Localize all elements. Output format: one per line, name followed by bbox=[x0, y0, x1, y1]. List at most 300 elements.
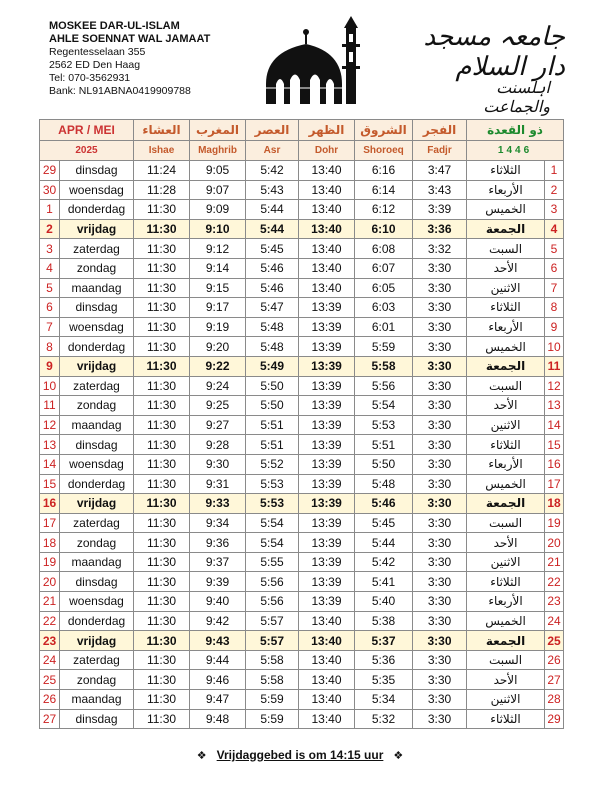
hijri-weekday: الأربعاء bbox=[467, 592, 545, 612]
table-row bbox=[40, 454, 564, 474]
weekday-name: dinsdag bbox=[60, 709, 134, 729]
asr-time: 5:45 bbox=[246, 239, 299, 259]
col-asr-ar: العصر bbox=[246, 120, 299, 141]
gregorian-day-number: 2 bbox=[40, 219, 60, 239]
shoroeq-time: 5:56 bbox=[355, 376, 413, 396]
col-fadjr-ar: الفجر bbox=[413, 120, 467, 141]
dohr-time: 13:39 bbox=[299, 474, 355, 494]
table-row bbox=[40, 670, 564, 690]
table-row bbox=[40, 396, 564, 416]
fadjr-time: 3:30 bbox=[413, 533, 467, 553]
maghrib-time: 9:34 bbox=[190, 513, 246, 533]
hijri-weekday: الجمعة bbox=[467, 631, 545, 651]
shoroeq-time: 5:34 bbox=[355, 690, 413, 710]
hijri-day-number: 4 bbox=[545, 219, 564, 239]
asr-time: 5:54 bbox=[246, 513, 299, 533]
asr-time: 5:42 bbox=[246, 161, 299, 181]
col-ishae: Ishae bbox=[134, 141, 190, 161]
table-row bbox=[40, 435, 564, 455]
weekday-name: vrijdag bbox=[60, 219, 134, 239]
hijri-weekday: الاثنين bbox=[467, 278, 545, 298]
hijri-weekday: الأربعاء bbox=[467, 454, 545, 474]
table-row bbox=[40, 200, 564, 220]
dohr-time: 13:40 bbox=[299, 690, 355, 710]
asr-time: 5:53 bbox=[246, 474, 299, 494]
hijri-day-number: 7 bbox=[545, 278, 564, 298]
gregorian-year: 2025 bbox=[40, 141, 134, 161]
gregorian-day-number: 10 bbox=[40, 376, 60, 396]
maghrib-time: 9:07 bbox=[190, 180, 246, 200]
mosque-dome-minaret-icon bbox=[258, 14, 398, 104]
maghrib-time: 9:10 bbox=[190, 219, 246, 239]
asr-time: 5:46 bbox=[246, 278, 299, 298]
hijri-day-number: 13 bbox=[545, 396, 564, 416]
gregorian-day-number: 18 bbox=[40, 533, 60, 553]
asr-time: 5:59 bbox=[246, 690, 299, 710]
weekday-name: maandag bbox=[60, 552, 134, 572]
hijri-day-number: 14 bbox=[545, 415, 564, 435]
gregorian-day-number: 21 bbox=[40, 592, 60, 612]
shoroeq-time: 6:16 bbox=[355, 161, 413, 181]
hijri-weekday: الاثنين bbox=[467, 552, 545, 572]
dohr-time: 13:39 bbox=[299, 435, 355, 455]
shoroeq-time: 5:35 bbox=[355, 670, 413, 690]
asr-time: 5:47 bbox=[246, 298, 299, 318]
gregorian-day-number: 19 bbox=[40, 552, 60, 572]
col-shoroeq: Shoroeq bbox=[355, 141, 413, 161]
ishae-time: 11:30 bbox=[134, 298, 190, 318]
dohr-time: 13:39 bbox=[299, 396, 355, 416]
ishae-time: 11:30 bbox=[134, 690, 190, 710]
shoroeq-time: 5:46 bbox=[355, 494, 413, 514]
hijri-day-number: 22 bbox=[545, 572, 564, 592]
table-row bbox=[40, 337, 564, 357]
maghrib-time: 9:47 bbox=[190, 690, 246, 710]
shoroeq-time: 5:53 bbox=[355, 415, 413, 435]
dohr-time: 13:39 bbox=[299, 572, 355, 592]
fadjr-time: 3:30 bbox=[413, 337, 467, 357]
ishae-time: 11:30 bbox=[134, 709, 190, 729]
ishae-time: 11:30 bbox=[134, 415, 190, 435]
gregorian-day-number: 30 bbox=[40, 180, 60, 200]
weekday-name: maandag bbox=[60, 278, 134, 298]
ishae-time: 11:30 bbox=[134, 396, 190, 416]
shoroeq-time: 5:37 bbox=[355, 631, 413, 651]
fadjr-time: 3:30 bbox=[413, 317, 467, 337]
gregorian-day-number: 23 bbox=[40, 631, 60, 651]
ishae-time: 11:30 bbox=[134, 592, 190, 612]
weekday-name: dinsdag bbox=[60, 435, 134, 455]
gregorian-day-number: 15 bbox=[40, 474, 60, 494]
maghrib-time: 9:40 bbox=[190, 592, 246, 612]
gregorian-day-number: 25 bbox=[40, 670, 60, 690]
ishae-time: 11:30 bbox=[134, 552, 190, 572]
weekday-name: dinsdag bbox=[60, 161, 134, 181]
table-row bbox=[40, 317, 564, 337]
dohr-time: 13:39 bbox=[299, 533, 355, 553]
asr-time: 5:56 bbox=[246, 572, 299, 592]
shoroeq-time: 5:51 bbox=[355, 435, 413, 455]
weekday-name: maandag bbox=[60, 690, 134, 710]
table-row bbox=[40, 258, 564, 278]
table-row bbox=[40, 298, 564, 318]
ishae-time: 11:30 bbox=[134, 494, 190, 514]
hijri-day-number: 1 bbox=[545, 161, 564, 181]
gregorian-day-number: 29 bbox=[40, 161, 60, 181]
ishae-time: 11:30 bbox=[134, 670, 190, 690]
hijri-weekday: الخميس bbox=[467, 474, 545, 494]
table-row bbox=[40, 533, 564, 553]
weekday-name: woensdag bbox=[60, 454, 134, 474]
hijri-weekday: الجمعة bbox=[467, 356, 545, 376]
col-ishae-ar: العشاء bbox=[134, 120, 190, 141]
dohr-time: 13:40 bbox=[299, 670, 355, 690]
gregorian-day-number: 13 bbox=[40, 435, 60, 455]
hijri-weekday: الجمعة bbox=[467, 494, 545, 514]
gregorian-day-number: 4 bbox=[40, 258, 60, 278]
weekday-name: vrijdag bbox=[60, 631, 134, 651]
hijri-day-number: 9 bbox=[545, 317, 564, 337]
mosque-address-block bbox=[49, 20, 210, 98]
asr-time: 5:57 bbox=[246, 631, 299, 651]
dohr-time: 13:40 bbox=[299, 161, 355, 181]
ishae-time: 11:30 bbox=[134, 239, 190, 259]
asr-time: 5:52 bbox=[246, 454, 299, 474]
fadjr-time: 3:30 bbox=[413, 298, 467, 318]
weekday-name: donderdag bbox=[60, 474, 134, 494]
asr-time: 5:53 bbox=[246, 494, 299, 514]
ishae-time: 11:30 bbox=[134, 337, 190, 357]
dohr-time: 13:39 bbox=[299, 552, 355, 572]
fadjr-time: 3:43 bbox=[413, 180, 467, 200]
dohr-time: 13:39 bbox=[299, 513, 355, 533]
weekday-name: zaterdag bbox=[60, 376, 134, 396]
table-row bbox=[40, 709, 564, 729]
hijri-day-number: 21 bbox=[545, 552, 564, 572]
mosque-name: MOSKEE DAR-UL-ISLAM bbox=[49, 20, 180, 32]
maghrib-time: 9:44 bbox=[190, 650, 246, 670]
ishae-time: 11:28 bbox=[134, 180, 190, 200]
table-row bbox=[40, 494, 564, 514]
maghrib-time: 9:17 bbox=[190, 298, 246, 318]
table-row bbox=[40, 356, 564, 376]
hijri-day-number: 8 bbox=[545, 298, 564, 318]
asr-time: 5:46 bbox=[246, 258, 299, 278]
diamond-bullet-icon: ❖ bbox=[196, 750, 207, 762]
hijri-weekday: الخميس bbox=[467, 611, 545, 631]
friday-prayer-text: Vrijdaggebed is om 14:15 uur bbox=[216, 748, 384, 762]
table-row bbox=[40, 415, 564, 435]
maghrib-time: 9:30 bbox=[190, 454, 246, 474]
asr-time: 5:51 bbox=[246, 415, 299, 435]
weekday-name: donderdag bbox=[60, 200, 134, 220]
hijri-day-number: 20 bbox=[545, 533, 564, 553]
shoroeq-time: 5:41 bbox=[355, 572, 413, 592]
hijri-weekday: الاثنين bbox=[467, 415, 545, 435]
gregorian-day-number: 20 bbox=[40, 572, 60, 592]
hijri-day-number: 10 bbox=[545, 337, 564, 357]
address-street: Regentesselaan 355 bbox=[49, 46, 146, 58]
gregorian-day-number: 22 bbox=[40, 611, 60, 631]
table-row bbox=[40, 611, 564, 631]
hijri-day-number: 5 bbox=[545, 239, 564, 259]
weekday-name: maandag bbox=[60, 415, 134, 435]
fadjr-time: 3:30 bbox=[413, 278, 467, 298]
dohr-time: 13:39 bbox=[299, 298, 355, 318]
gregorian-day-number: 3 bbox=[40, 239, 60, 259]
hijri-day-number: 28 bbox=[545, 690, 564, 710]
gregorian-day-number: 24 bbox=[40, 650, 60, 670]
asr-time: 5:58 bbox=[246, 670, 299, 690]
bank-account: Bank: NL91ABNA0419909788 bbox=[49, 85, 191, 97]
weekday-name: woensdag bbox=[60, 180, 134, 200]
asr-time: 5:51 bbox=[246, 435, 299, 455]
maghrib-time: 9:33 bbox=[190, 494, 246, 514]
fadjr-time: 3:32 bbox=[413, 239, 467, 259]
dohr-time: 13:40 bbox=[299, 180, 355, 200]
hijri-day-number: 29 bbox=[545, 709, 564, 729]
maghrib-time: 9:22 bbox=[190, 356, 246, 376]
shoroeq-time: 6:05 bbox=[355, 278, 413, 298]
gregorian-day-number: 14 bbox=[40, 454, 60, 474]
weekday-name: woensdag bbox=[60, 592, 134, 612]
hijri-day-number: 17 bbox=[545, 474, 564, 494]
shoroeq-time: 5:50 bbox=[355, 454, 413, 474]
gregorian-day-number: 1 bbox=[40, 200, 60, 220]
shoroeq-time: 5:58 bbox=[355, 356, 413, 376]
maghrib-time: 9:12 bbox=[190, 239, 246, 259]
weekday-name: vrijdag bbox=[60, 494, 134, 514]
ishae-time: 11:30 bbox=[134, 650, 190, 670]
hijri-weekday: السبت bbox=[467, 650, 545, 670]
shoroeq-time: 5:54 bbox=[355, 396, 413, 416]
gregorian-day-number: 16 bbox=[40, 494, 60, 514]
shoroeq-time: 5:40 bbox=[355, 592, 413, 612]
maghrib-time: 9:46 bbox=[190, 670, 246, 690]
diamond-bullet-icon: ❖ bbox=[393, 750, 404, 762]
table-row bbox=[40, 631, 564, 651]
hijri-day-number: 2 bbox=[545, 180, 564, 200]
dohr-time: 13:39 bbox=[299, 376, 355, 396]
dohr-time: 13:40 bbox=[299, 611, 355, 631]
maghrib-time: 9:36 bbox=[190, 533, 246, 553]
prayer-times-body bbox=[40, 161, 564, 729]
col-shoroeq-ar: الشروق bbox=[355, 120, 413, 141]
weekday-name: vrijdag bbox=[60, 356, 134, 376]
fadjr-time: 3:30 bbox=[413, 513, 467, 533]
asr-time: 5:50 bbox=[246, 376, 299, 396]
weekday-name: zondag bbox=[60, 670, 134, 690]
col-asr: Asr bbox=[246, 141, 299, 161]
ishae-time: 11:30 bbox=[134, 533, 190, 553]
hijri-day-number: 3 bbox=[545, 200, 564, 220]
asr-time: 5:49 bbox=[246, 356, 299, 376]
arabic-mosque-subtitle: اہلسنت والجماعت bbox=[483, 78, 550, 116]
asr-time: 5:44 bbox=[246, 219, 299, 239]
hijri-day-number: 23 bbox=[545, 592, 564, 612]
address-city: 2562 ED Den Haag bbox=[49, 59, 141, 71]
gregorian-day-number: 11 bbox=[40, 396, 60, 416]
shoroeq-time: 6:12 bbox=[355, 200, 413, 220]
maghrib-time: 9:05 bbox=[190, 161, 246, 181]
fadjr-time: 3:47 bbox=[413, 161, 467, 181]
ishae-time: 11:30 bbox=[134, 435, 190, 455]
hijri-weekday: السبت bbox=[467, 376, 545, 396]
dohr-time: 13:40 bbox=[299, 258, 355, 278]
hijri-day-number: 6 bbox=[545, 258, 564, 278]
dohr-time: 13:40 bbox=[299, 650, 355, 670]
maghrib-time: 9:19 bbox=[190, 317, 246, 337]
fadjr-time: 3:30 bbox=[413, 611, 467, 631]
hijri-month: ذو القعدة bbox=[467, 120, 564, 141]
table-row bbox=[40, 513, 564, 533]
weekday-name: zondag bbox=[60, 396, 134, 416]
ishae-time: 11:30 bbox=[134, 317, 190, 337]
weekday-name: donderdag bbox=[60, 611, 134, 631]
hijri-year: 1446 bbox=[467, 141, 564, 161]
fadjr-time: 3:30 bbox=[413, 650, 467, 670]
hijri-day-number: 18 bbox=[545, 494, 564, 514]
asr-time: 5:55 bbox=[246, 552, 299, 572]
hijri-weekday: الثلاثاء bbox=[467, 709, 545, 729]
hijri-day-number: 24 bbox=[545, 611, 564, 631]
asr-time: 5:48 bbox=[246, 337, 299, 357]
dohr-time: 13:39 bbox=[299, 317, 355, 337]
gregorian-day-number: 17 bbox=[40, 513, 60, 533]
weekday-name: donderdag bbox=[60, 337, 134, 357]
fadjr-time: 3:30 bbox=[413, 552, 467, 572]
maghrib-time: 9:24 bbox=[190, 376, 246, 396]
shoroeq-time: 6:10 bbox=[355, 219, 413, 239]
ishae-time: 11:30 bbox=[134, 376, 190, 396]
ishae-time: 11:30 bbox=[134, 631, 190, 651]
shoroeq-time: 6:07 bbox=[355, 258, 413, 278]
dohr-time: 13:40 bbox=[299, 709, 355, 729]
asr-time: 5:43 bbox=[246, 180, 299, 200]
asr-time: 5:48 bbox=[246, 317, 299, 337]
fadjr-time: 3:30 bbox=[413, 396, 467, 416]
weekday-name: zondag bbox=[60, 258, 134, 278]
gregorian-day-number: 26 bbox=[40, 690, 60, 710]
hijri-day-number: 12 bbox=[545, 376, 564, 396]
ishae-time: 11:30 bbox=[134, 356, 190, 376]
gregorian-period: APR / MEI bbox=[40, 120, 134, 141]
asr-time: 5:44 bbox=[246, 200, 299, 220]
hijri-weekday: الخميس bbox=[467, 200, 545, 220]
shoroeq-time: 5:45 bbox=[355, 513, 413, 533]
weekday-name: zondag bbox=[60, 533, 134, 553]
fadjr-time: 3:30 bbox=[413, 572, 467, 592]
dohr-time: 13:40 bbox=[299, 239, 355, 259]
ishae-time: 11:30 bbox=[134, 219, 190, 239]
dohr-time: 13:40 bbox=[299, 631, 355, 651]
gregorian-day-number: 9 bbox=[40, 356, 60, 376]
prayer-times-table bbox=[39, 119, 564, 729]
col-fadjr: Fadjr bbox=[413, 141, 467, 161]
hijri-weekday: الثلاثاء bbox=[467, 161, 545, 181]
asr-time: 5:59 bbox=[246, 709, 299, 729]
maghrib-time: 9:20 bbox=[190, 337, 246, 357]
hijri-day-number: 27 bbox=[545, 670, 564, 690]
fadjr-time: 3:30 bbox=[413, 415, 467, 435]
hijri-weekday: الخميس bbox=[467, 337, 545, 357]
hijri-weekday: السبت bbox=[467, 513, 545, 533]
table-row bbox=[40, 552, 564, 572]
maghrib-time: 9:25 bbox=[190, 396, 246, 416]
table-row bbox=[40, 592, 564, 612]
shoroeq-time: 5:42 bbox=[355, 552, 413, 572]
col-maghrib-ar: المغرب bbox=[190, 120, 246, 141]
fadjr-time: 3:30 bbox=[413, 474, 467, 494]
shoroeq-time: 6:14 bbox=[355, 180, 413, 200]
maghrib-time: 9:15 bbox=[190, 278, 246, 298]
maghrib-time: 9:48 bbox=[190, 709, 246, 729]
shoroeq-time: 6:08 bbox=[355, 239, 413, 259]
asr-time: 5:50 bbox=[246, 396, 299, 416]
ishae-time: 11:24 bbox=[134, 161, 190, 181]
gregorian-day-number: 27 bbox=[40, 709, 60, 729]
table-row bbox=[40, 690, 564, 710]
fadjr-time: 3:30 bbox=[413, 435, 467, 455]
hijri-weekday: الأربعاء bbox=[467, 180, 545, 200]
phone-number: Tel: 070-3562931 bbox=[49, 72, 131, 84]
hijri-weekday: الاثنين bbox=[467, 690, 545, 710]
asr-time: 5:56 bbox=[246, 592, 299, 612]
ishae-time: 11:30 bbox=[134, 200, 190, 220]
fadjr-time: 3:30 bbox=[413, 356, 467, 376]
ishae-time: 11:30 bbox=[134, 611, 190, 631]
ishae-time: 11:30 bbox=[134, 454, 190, 474]
dohr-time: 13:39 bbox=[299, 337, 355, 357]
ishae-time: 11:30 bbox=[134, 258, 190, 278]
weekday-name: zaterdag bbox=[60, 650, 134, 670]
hijri-day-number: 26 bbox=[545, 650, 564, 670]
asr-time: 5:57 bbox=[246, 611, 299, 631]
weekday-name: dinsdag bbox=[60, 298, 134, 318]
hijri-weekday: الأحد bbox=[467, 533, 545, 553]
hijri-day-number: 11 bbox=[545, 356, 564, 376]
dohr-time: 13:39 bbox=[299, 454, 355, 474]
col-dohr-ar: الظهر bbox=[299, 120, 355, 141]
asr-time: 5:58 bbox=[246, 650, 299, 670]
asr-time: 5:54 bbox=[246, 533, 299, 553]
col-dohr: Dohr bbox=[299, 141, 355, 161]
friday-prayer-note bbox=[0, 748, 600, 762]
maghrib-time: 9:42 bbox=[190, 611, 246, 631]
ishae-time: 11:30 bbox=[134, 513, 190, 533]
shoroeq-time: 5:59 bbox=[355, 337, 413, 357]
col-maghrib: Maghrib bbox=[190, 141, 246, 161]
maghrib-time: 9:28 bbox=[190, 435, 246, 455]
table-row bbox=[40, 219, 564, 239]
shoroeq-time: 6:01 bbox=[355, 317, 413, 337]
dohr-time: 13:40 bbox=[299, 278, 355, 298]
gregorian-day-number: 12 bbox=[40, 415, 60, 435]
hijri-weekday: الأربعاء bbox=[467, 317, 545, 337]
dohr-time: 13:40 bbox=[299, 219, 355, 239]
weekday-name: woensdag bbox=[60, 317, 134, 337]
hijri-weekday: الثلاثاء bbox=[467, 572, 545, 592]
gregorian-day-number: 6 bbox=[40, 298, 60, 318]
dohr-time: 13:39 bbox=[299, 592, 355, 612]
weekday-name: zaterdag bbox=[60, 513, 134, 533]
table-row bbox=[40, 376, 564, 396]
mosque-subtitle: AHLE SOENNAT WAL JAMAAT bbox=[49, 33, 211, 45]
fadjr-time: 3:30 bbox=[413, 258, 467, 278]
shoroeq-time: 5:32 bbox=[355, 709, 413, 729]
shoroeq-time: 5:48 bbox=[355, 474, 413, 494]
hijri-weekday: الأحد bbox=[467, 396, 545, 416]
